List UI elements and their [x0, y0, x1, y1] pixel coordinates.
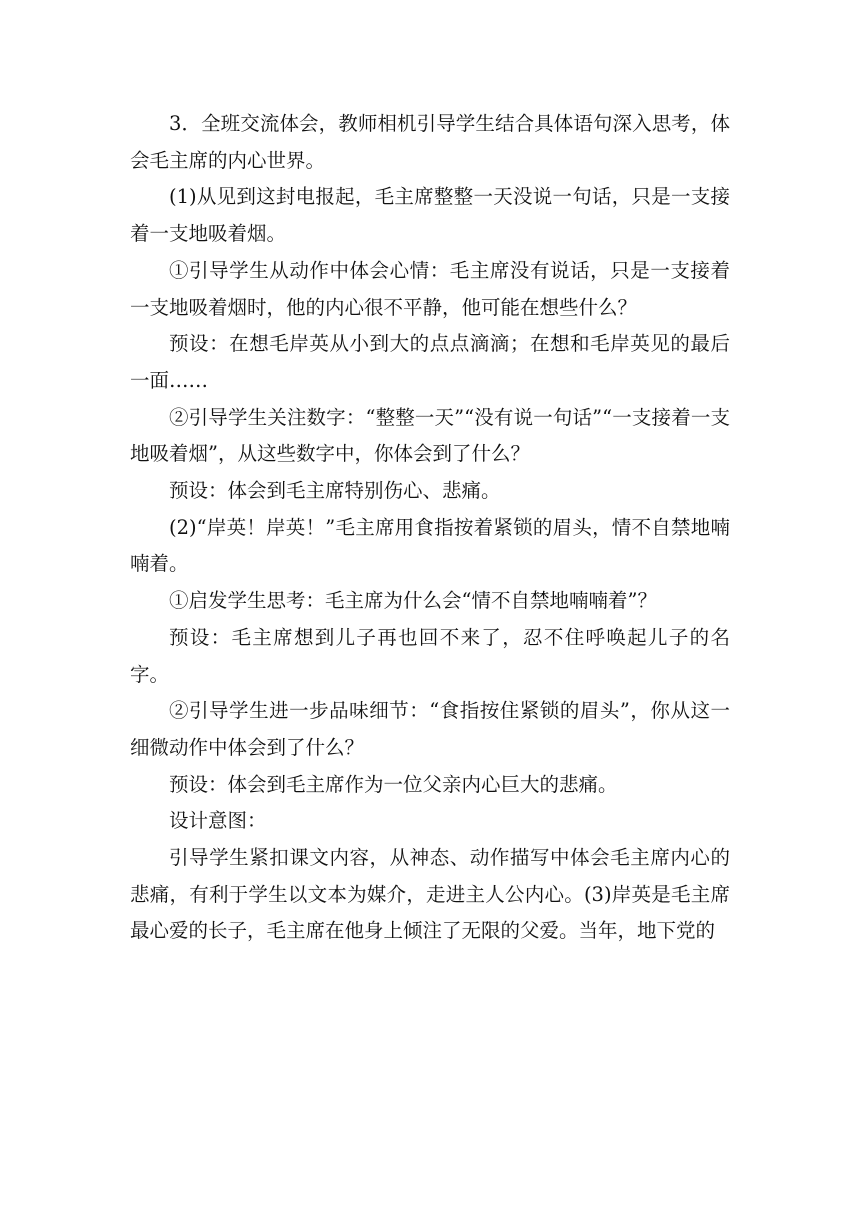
paragraph-class-discussion: 3．全班交流体会，教师相机引导学生结合具体语句深入思考，体会毛主席的内心世界。	[130, 112, 730, 172]
paragraph-design-intent-body: 引导学生紧扣课文内容，从神态、动作描写中体会毛主席内心的悲痛，有利于学生以文本为媒介，走进主人公内心。(3)岸英是毛主席最心爱的长子，毛主席在他身上倾注了无限的父爱。当年，地下党的	[130, 846, 730, 943]
paragraph-preset-3: 预设：毛主席想到儿子再也回不来了，忍不住呼唤起儿子的名字。	[130, 625, 730, 686]
paragraph-point-2: (2)“岸英！岸英！”毛主席用食指按着紧锁的眉头，情不自禁地喃喃着。	[130, 515, 730, 576]
document-body	[130, 106, 730, 950]
paragraph-design-intent-heading: 设计意图：	[169, 809, 267, 833]
paragraph-guide-action: ①引导学生从动作中体会心情：毛主席没有说话，只是一支接着一支地吸着烟时，他的内心很不平静，他可能在想些什么？	[130, 258, 730, 319]
paragraph-preset-4: 预设：体会到毛主席作为一位父亲内心巨大的悲痛。	[169, 772, 618, 796]
paragraph-inspire-thinking: ①启发学生思考：毛主席为什么会“情不自禁地喃喃着”？	[169, 589, 657, 613]
paragraph-point-1: (1)从见到这封电报起，毛主席整整一天没说一句话，只是一支接着一支地吸着烟。	[130, 185, 730, 246]
paragraph-guide-details: ②引导学生进一步品味细节：“食指按住紧锁的眉头”，你从这一细微动作中体会到了什么？	[130, 699, 730, 759]
paragraph-preset-2: 预设：体会到毛主席特别伤心、悲痛。	[169, 479, 501, 503]
paragraph-preset-1: 预设：在想毛岸英从小到大的点点滴滴；在想和毛岸英见的最后一面……	[130, 332, 730, 392]
paragraph-guide-numbers: ②引导学生关注数字：“整整一天”“没有说一句话”“一支接着一支地吸着烟”，从这些数字中，你体会到了什么？	[130, 405, 730, 466]
